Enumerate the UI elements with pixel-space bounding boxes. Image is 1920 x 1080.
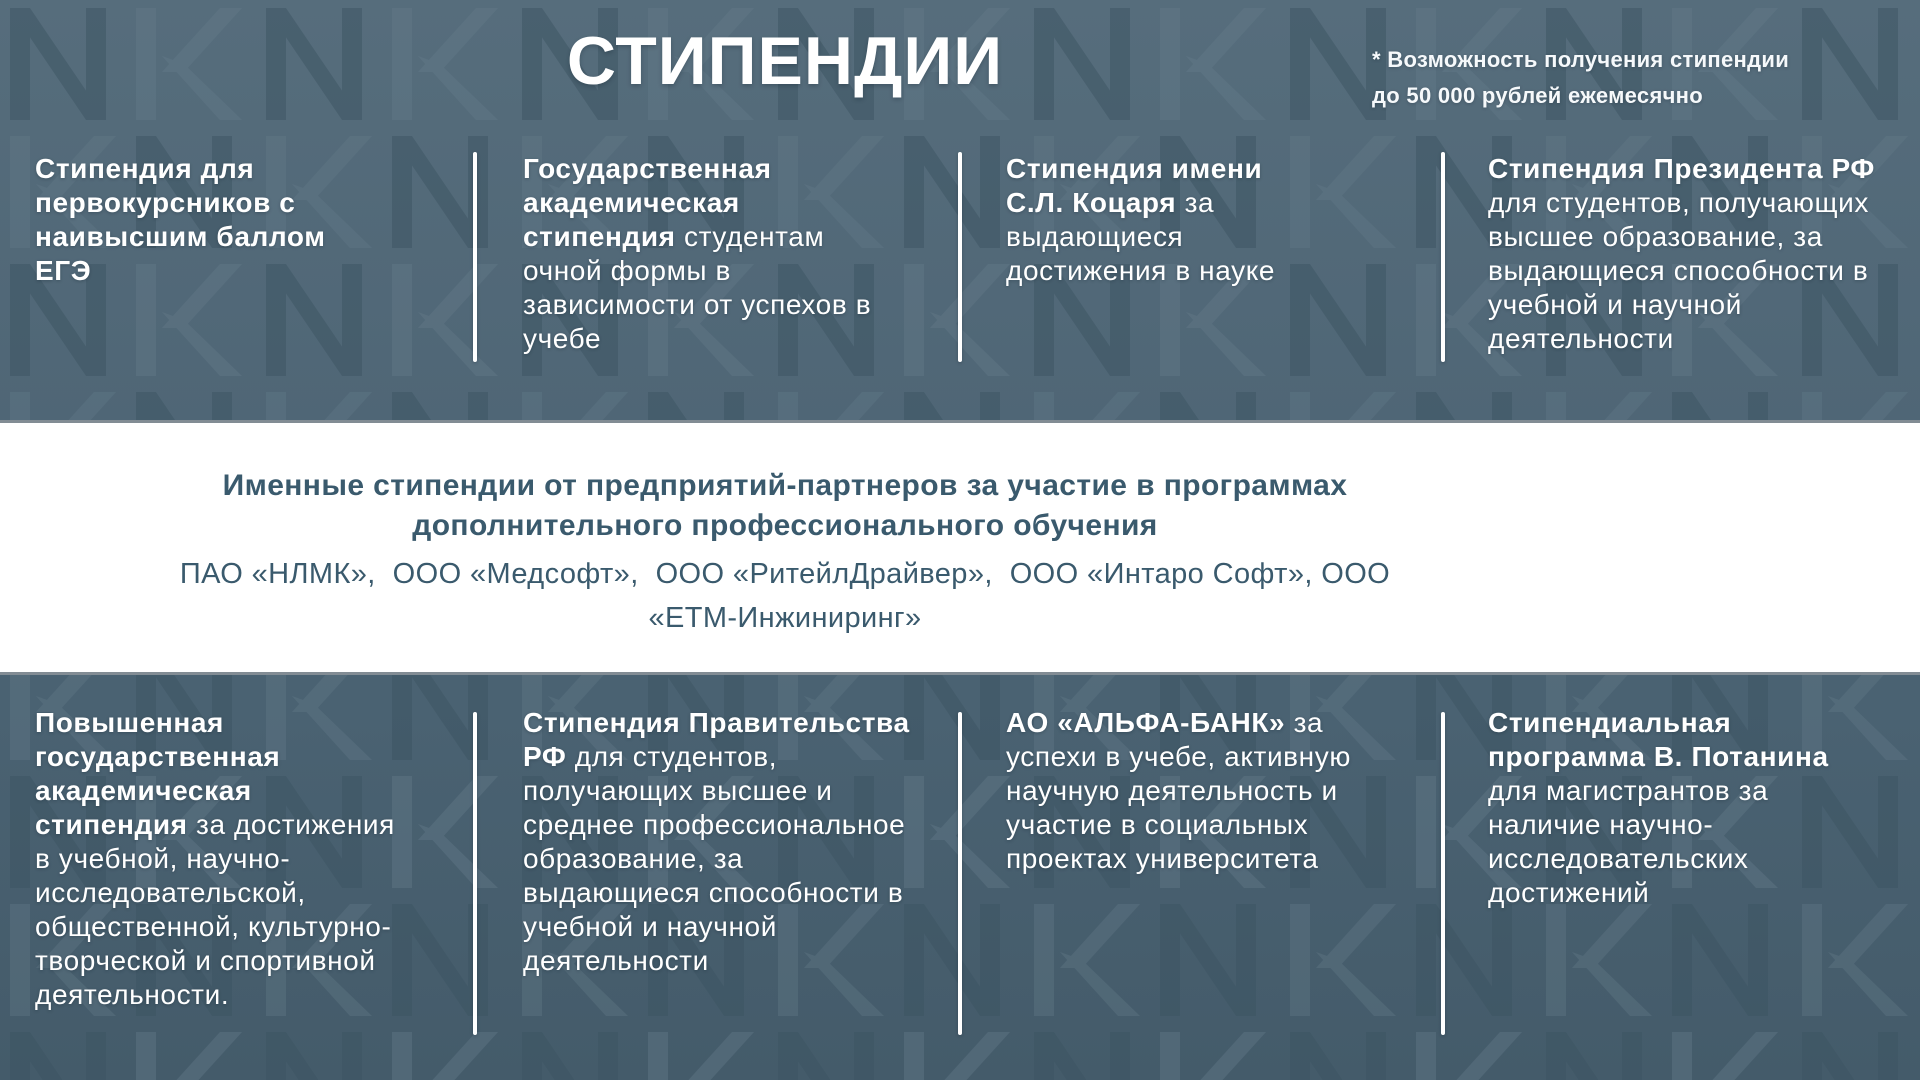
card-text: для магистрантов за наличие научно-исследовательских достижений: [1488, 775, 1769, 908]
card-title: Государственная академическая стипендия: [523, 153, 772, 252]
column-divider: [958, 152, 962, 362]
card-title: Стипендиальная программа В. Потанина: [1488, 707, 1829, 772]
column-divider: [1441, 152, 1445, 362]
card-text: за выдающиеся достижения в науке: [1006, 187, 1276, 286]
page-title: СТИПЕНДИИ: [566, 23, 1004, 99]
card-potanin-scholarship: [1488, 706, 1876, 910]
card-title: Стипендия Правительства РФ: [523, 707, 910, 772]
partners-companies-text: ПАО «НЛМК», ООО «Медсофт», ООО «РитейлДрайвер», ООО «Интаро Софт», ООО «ЕТМ-Инжиниринг»: [179, 558, 1399, 634]
card-text: за успехи в учебе, активную научную деятельность и участие в социальных проектах университета: [1006, 707, 1351, 874]
card-alfa-bank-scholarship: [1006, 706, 1388, 876]
partners-companies: [0, 552, 1570, 640]
column-divider: [958, 712, 962, 1035]
column-divider: [1441, 712, 1445, 1035]
card-title: Стипендия Президента РФ: [1488, 153, 1875, 184]
card-kotsar-scholarship: [1006, 152, 1318, 288]
card-title: АО «АЛЬФА-БАНК»: [1006, 707, 1286, 738]
card-increased-state-academic-scholarship: [35, 706, 397, 1012]
card-text: студентам очной формы в зависимости от успехов в учебе: [523, 221, 872, 354]
card-title: Стипендия имени С.Л. Коцаря: [1006, 153, 1263, 218]
card-text: для студентов, получающих высшее образование, за выдающиеся способности в учебной и научной деятельности: [1488, 187, 1870, 354]
card-title: Стипендия для первокурсников с наивысшим баллом ЕГЭ: [35, 153, 326, 286]
monthly-amount-footnote: [1372, 42, 1852, 114]
card-freshman-scholarship: [35, 152, 340, 288]
column-divider: [473, 712, 477, 1035]
card-text: за достижения в учебной, научно-исследовательской, общественной, культурно-творческой и спортивной деятельности.: [35, 809, 395, 1010]
footnote-line-1: * Возможность получения стипендии: [1372, 47, 1790, 72]
card-title: Повышенная государственная академическая стипендия: [35, 707, 281, 840]
card-president-scholarship: [1488, 152, 1876, 356]
partners-heading-text: Именные стипендии от предприятий-партнеров за участие в программах дополнительного профессионального обучения: [222, 469, 1348, 542]
column-divider: [473, 152, 477, 362]
card-text: для студентов, получающих высшее и среднее профессиональное образование, за выдающиеся способности в учебной и научной деятельности: [523, 741, 906, 976]
footnote-line-2: до 50 000 рублей ежемесячно: [1372, 83, 1703, 108]
card-government-scholarship: [523, 706, 923, 978]
card-state-academic-scholarship: [523, 152, 885, 356]
partners-heading: [0, 466, 1570, 546]
